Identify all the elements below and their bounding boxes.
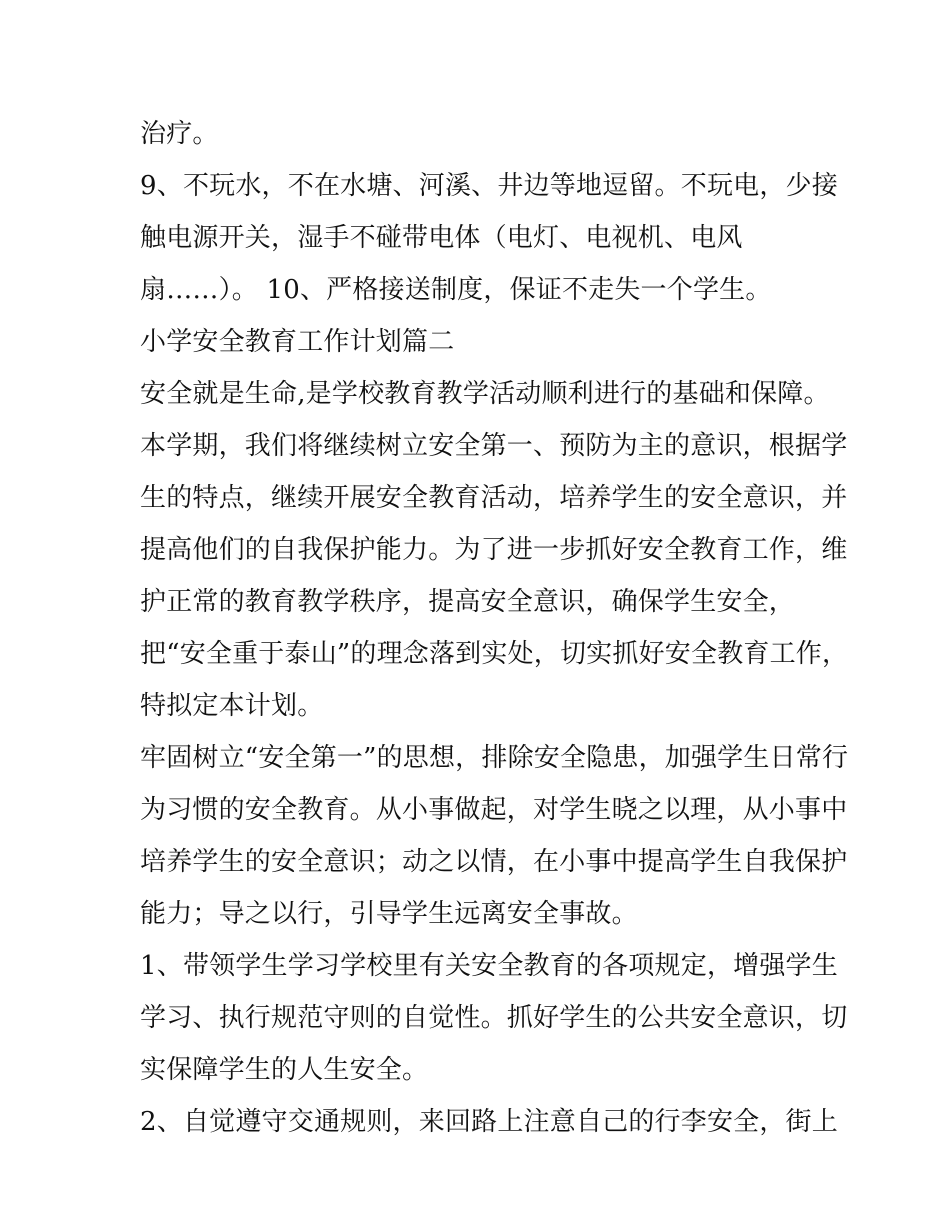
document-page [140, 108, 849, 1148]
text-line: 能力；导之以行，引导学生远离安全事故。 [140, 899, 638, 929]
text-line: 2、自觉遵守交通规则，来回路上注意自己的行李安全，街上 [140, 1107, 838, 1137]
text-line: 把“安全重于泰山”的理念落到实处，切实抓好安全教育工作， [140, 639, 849, 669]
text-line: 护正常的教育教学秩序，提高安全意识，确保学生安全， [140, 587, 796, 617]
text-line: 触电源开关，湿手不碰带电体（电灯、电视机、电风 [140, 223, 743, 253]
text-line: 生的特点，继续开展安全教育活动，培养学生的安全意识，并 [140, 483, 848, 513]
text-line: 牢固树立“安全第一”的思想，排除安全隐患，加强学生日常行 [140, 743, 849, 773]
text-line: 培养学生的安全意识；动之以情，在小事中提高学生自我保护 [140, 847, 848, 877]
text-line: 扇……）。 10、严格接送制度，保证不走失一个学生。 [140, 275, 772, 305]
text-line: 提高他们的自我保护能力。为了进一步抓好安全教育工作，维 [140, 535, 848, 565]
text-line: 为习惯的安全教育。从小事做起，对学生晓之以理，从小事中 [140, 795, 848, 825]
text-line: 治疗。 [140, 119, 219, 149]
text-line: 本学期，我们将继续树立安全第一、预防为主的意识，根据学 [140, 431, 848, 461]
text-line: 实保障学生的人生安全。 [140, 1055, 429, 1085]
text-line: 9、不玩水，不在水塘、河溪、井边等地逗留。不玩电，少接 [140, 171, 838, 201]
section-heading: 小学安全教育工作计划篇二 [140, 327, 455, 357]
text-line: 学习、执行规范守则的自觉性。抓好学生的公共安全意识，切 [140, 1003, 848, 1033]
text-line: 安全就是生命,是学校教育教学活动顺利进行的基础和保障。 [140, 379, 830, 409]
text-line: 特拟定本计划。 [140, 691, 324, 721]
text-line: 1、带领学生学习学校里有关安全教育的各项规定，增强学生 [140, 951, 838, 981]
